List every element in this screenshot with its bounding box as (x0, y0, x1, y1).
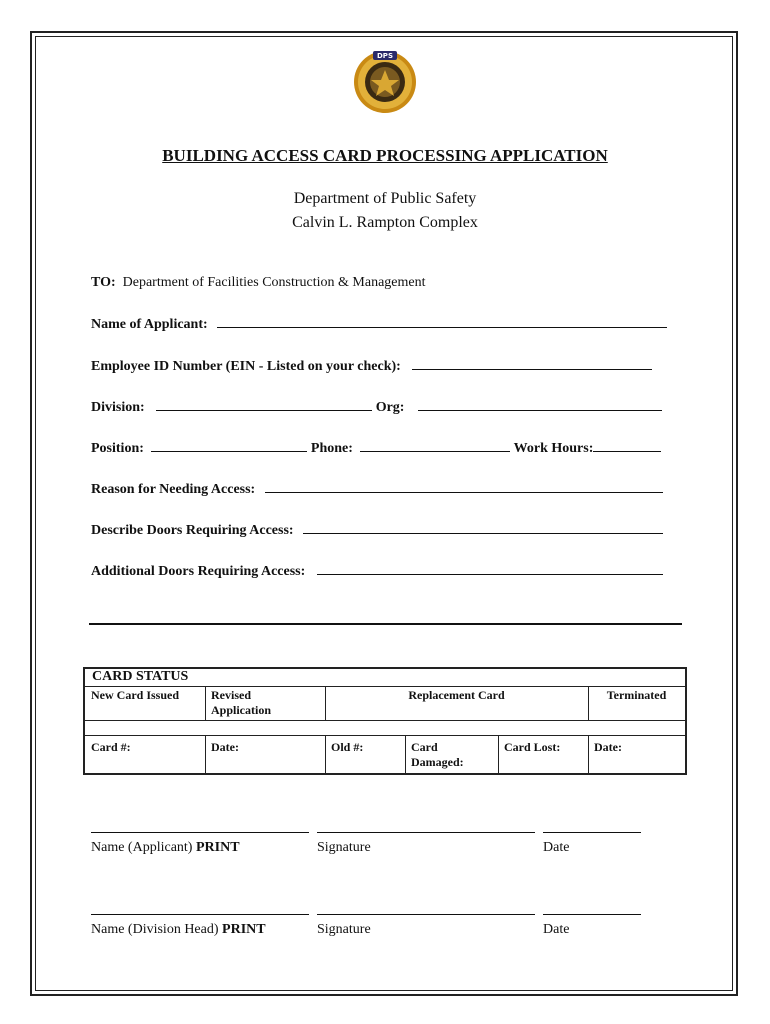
applicant-name-field[interactable] (217, 315, 667, 328)
damaged-text: Damaged: (411, 755, 464, 769)
svg-text:DPS: DPS (377, 52, 393, 60)
division-head-date-line[interactable] (543, 914, 641, 915)
division-head-name-label (91, 922, 266, 938)
position-field[interactable] (151, 439, 307, 452)
application-text: Application (211, 703, 272, 717)
dps-seal-logo (353, 46, 417, 116)
division-field[interactable] (156, 398, 372, 411)
applicant-signature-line[interactable] (317, 832, 535, 833)
additional-doors-label: Additional Doors Requiring Access: (91, 564, 306, 579)
replacement-card-cell: Replacement Card (408, 688, 505, 702)
reason-row (91, 480, 663, 498)
employee-id-field[interactable] (412, 357, 652, 370)
department-name: Department of Public Safety (293, 190, 477, 207)
revised-application-cell (205, 686, 325, 720)
signature-label: Signature (317, 922, 371, 937)
org-label: Org: (375, 400, 405, 415)
date-label: Date (543, 840, 570, 855)
work-hours-label: Work Hours: (513, 441, 594, 456)
revised-text: Revised (211, 688, 251, 702)
card-lost-cell: Card Lost: (504, 740, 561, 754)
applicant-name-sign-line[interactable] (91, 832, 309, 833)
org-field[interactable] (418, 398, 662, 411)
phone-label: Phone: (310, 441, 353, 456)
card-damaged-cell (405, 738, 498, 772)
applicant-name-text: Name (Applicant) (91, 840, 196, 855)
phone-field[interactable] (360, 439, 510, 452)
to-label: TO: (91, 275, 116, 290)
card-status-table (83, 667, 687, 775)
terminated-cell: Terminated (606, 688, 667, 702)
signature-label: Signature (317, 840, 371, 855)
division-head-signature-line[interactable] (317, 914, 535, 915)
reason-label: Reason for Needing Access: (91, 482, 256, 497)
division-head-name-sign-line[interactable] (91, 914, 309, 915)
division-label: Division: (91, 400, 145, 415)
applicant-name-label (91, 840, 240, 856)
applicant-name-label: Name of Applicant: (91, 317, 208, 332)
doors-field[interactable] (303, 521, 663, 534)
date-label: Date (543, 922, 570, 937)
position-phone-row (91, 439, 661, 457)
print-text: PRINT (222, 922, 266, 937)
position-label: Position: (91, 441, 144, 456)
card-text: Card (411, 740, 438, 754)
reason-field[interactable] (265, 480, 663, 493)
to-line (91, 275, 426, 291)
new-card-issued-cell: New Card Issued (91, 688, 180, 702)
print-text: PRINT (195, 840, 240, 855)
section-divider (89, 623, 682, 625)
termination-date-cell: Date: (594, 740, 622, 754)
additional-doors-field[interactable] (317, 562, 663, 575)
employee-id-label: Employee ID Number (EIN - Listed on your check): (91, 359, 401, 374)
employee-id-row (91, 357, 652, 375)
card-status-title: CARD STATUS (92, 669, 189, 684)
to-value: Department of Facilities Construction & Management (122, 275, 426, 290)
old-number-cell: Old #: (331, 740, 364, 754)
form-title: BUILDING ACCESS CARD PROCESSING APPLICATION (162, 146, 608, 165)
date-cell: Date: (211, 740, 239, 754)
division-org-row (91, 398, 662, 416)
doors-row (91, 521, 663, 539)
table-divider (85, 720, 685, 721)
table-divider (85, 735, 685, 736)
doors-label: Describe Doors Requiring Access: (91, 523, 294, 538)
complex-name: Calvin L. Rampton Complex (292, 214, 478, 231)
card-number-cell: Card #: (91, 740, 131, 754)
work-hours-field[interactable] (593, 439, 661, 452)
applicant-date-line[interactable] (543, 832, 641, 833)
additional-doors-row (91, 562, 663, 580)
division-head-name-text: Name (Division Head) (91, 922, 223, 937)
applicant-name-row (91, 315, 667, 333)
